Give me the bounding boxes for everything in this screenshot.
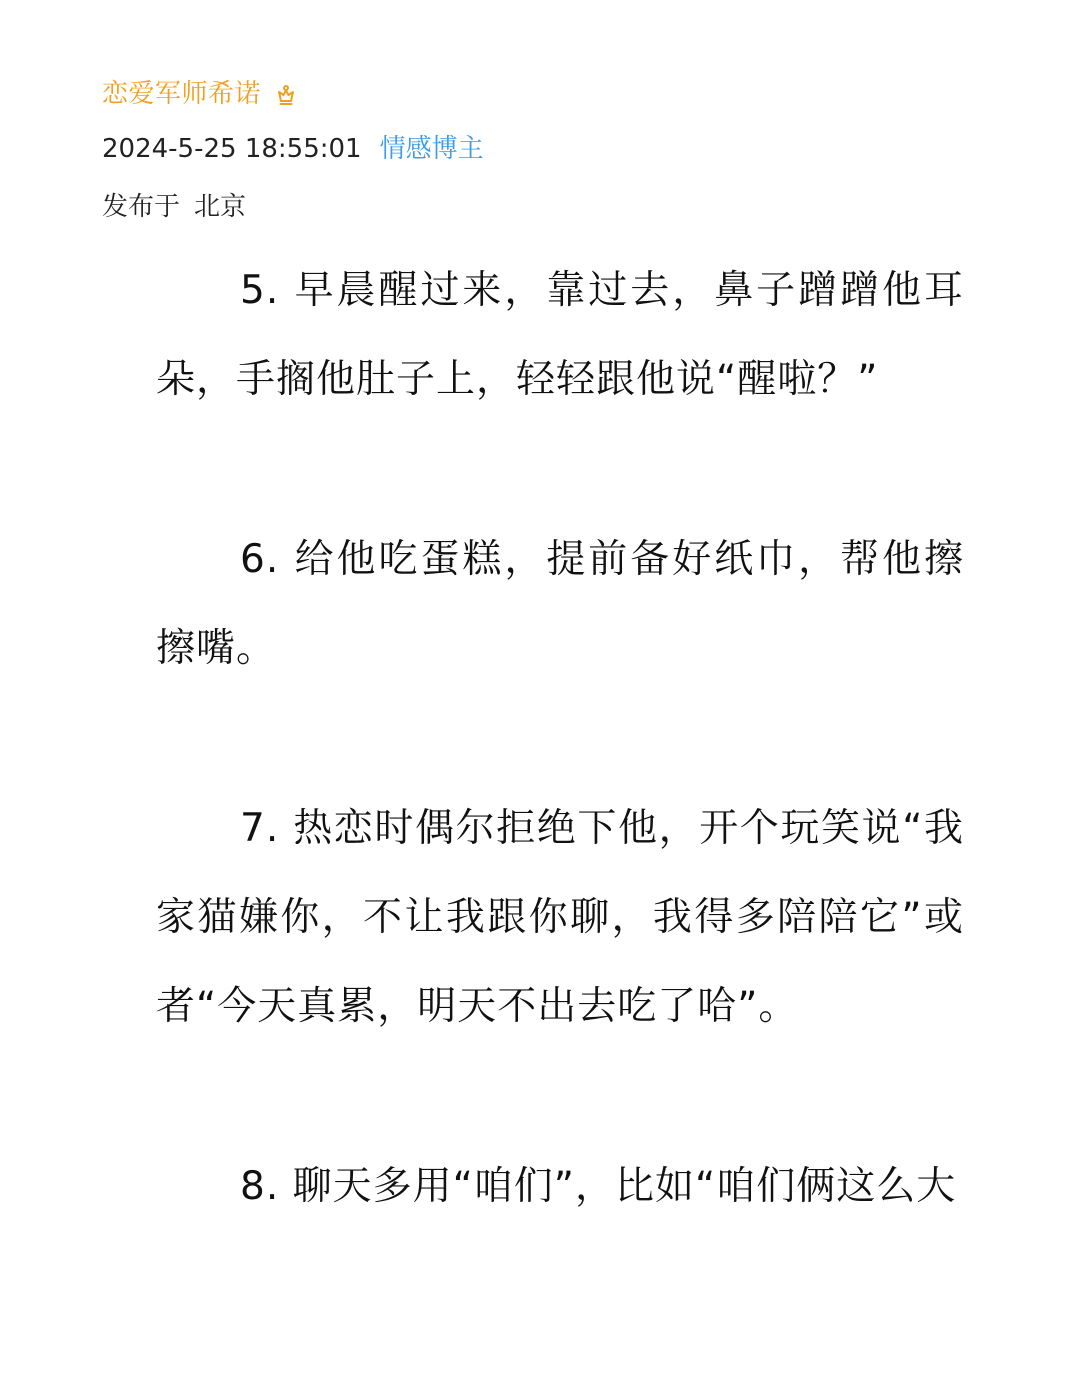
post-content <box>156 246 964 1322</box>
author-row <box>102 72 1002 116</box>
author-tag[interactable]: 情感博主 <box>379 134 484 164</box>
paragraph-6: 6. 给他吃蛋糕，提前备好纸巾，帮他擦擦嘴。 <box>156 537 964 671</box>
location-label: 发布于 <box>102 191 181 222</box>
paragraph-5: 5. 早晨醒过来，靠过去，鼻子蹭蹭他耳朵，手搁他肚子上，轻轻跟他说“醒啦？” <box>156 268 964 402</box>
location-value: 北京 <box>194 191 247 222</box>
post-time: 2024-5-25 18:55:01 <box>102 134 362 164</box>
author-name[interactable]: 恋爱军师希诺 <box>102 79 262 109</box>
paragraph-8: 8. 聊天多用“咱们”，比如“咱们俩这么大 <box>240 1164 957 1209</box>
location-row <box>102 182 1002 226</box>
paragraph-7: 7. 热恋时偶尔拒绝下他，开个玩笑说“我家猫嫌你，不让我跟你聊，我得多陪陪它”或者“今天真累，明天不出去吃了哈”。 <box>156 806 964 1029</box>
meta-row <box>102 127 1002 171</box>
post-header <box>102 72 1002 226</box>
crown-icon <box>275 84 297 106</box>
